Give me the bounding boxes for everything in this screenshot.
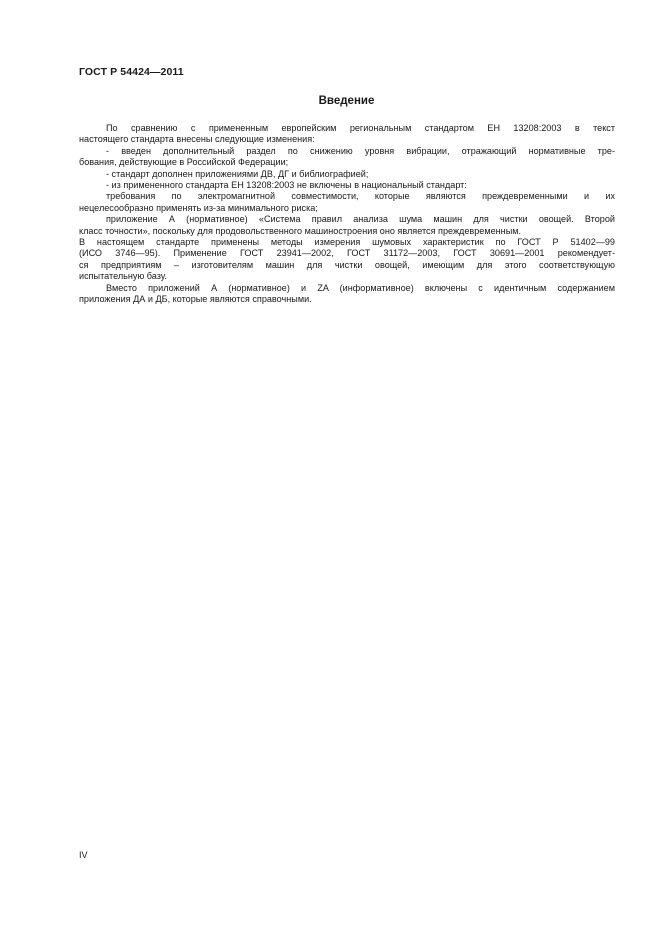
paragraph-line: приложения ДА и ДБ, которые являются справочными. — [79, 294, 312, 305]
introduction-body — [79, 123, 615, 306]
standard-code-header: ГОСТ Р 54424—2011 — [79, 66, 184, 78]
paragraph-line: класс точности», поскольку для продовольственного машиностроения оно является преждевременным. — [79, 225, 522, 236]
paragraph-line: Вместо приложений А (нормативное) и ZA (информативное) включены с идентичным содержанием — [106, 282, 615, 293]
paragraph-line: испытательную базу. — [79, 271, 167, 282]
paragraph-line: приложение А (нормативное) «Система правил анализа шума машин для чистки овощей. Второй — [106, 214, 615, 225]
paragraph-line: нецелесообразно применять из-за минимального риска; — [79, 202, 318, 213]
paragraph-line: ся предприятиям – изготовителям машин для чистки овощей, имеющим для этого соответствующую — [79, 259, 615, 270]
paragraph-line: настоящего стандарта внесены следующие изменения: — [79, 134, 315, 145]
paragraph-line: (ИСО 3746—95). Применение ГОСТ 23941—2002, ГОСТ 31172—2003, ГОСТ 30691—2001 рекомендует- — [79, 248, 615, 259]
paragraph-line: В настоящем стандарте применены методы измерения шумовых характеристик по ГОСТ Р 51402—99 — [79, 237, 615, 248]
list-item-line: - введен дополнительный раздел по снижению уровня вибрации, отражающий нормативные тре- — [106, 145, 615, 156]
paragraph-line: требования по электромагнитной совместимости, которые являются преждевременными и их — [106, 191, 615, 202]
section-title: Введение — [318, 95, 375, 107]
list-item-line: бования, действующие в Российской Федерации; — [79, 157, 289, 168]
paragraph-line: По сравнению с примененным европейским региональным стандартом ЕН 13208:2003 в текст — [106, 123, 615, 133]
list-item-line: - стандарт дополнен приложениями ДВ, ДГ и библиографией; — [106, 168, 369, 179]
page-number: IV — [79, 850, 88, 860]
list-item-line: - из примененного стандарта ЕН 13208:2003 не включены в национальный стандарт: — [106, 180, 467, 191]
